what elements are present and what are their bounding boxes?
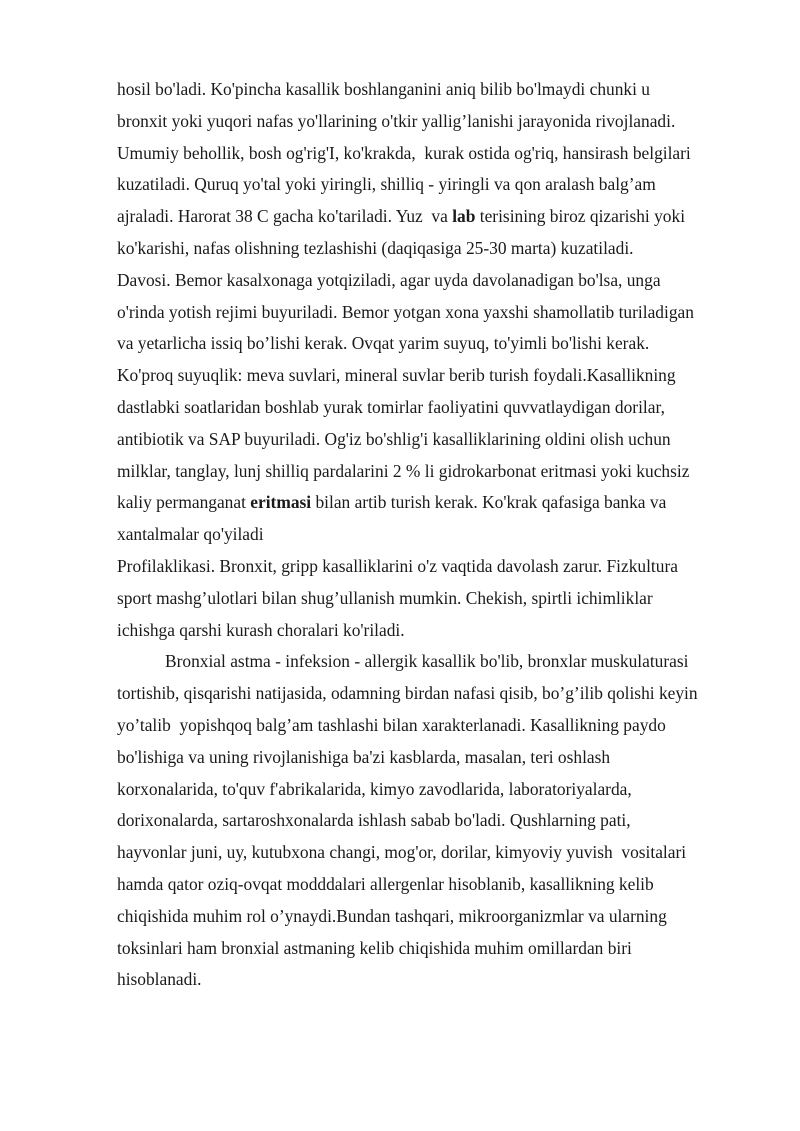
text-line: yo’talib yopishqoq balg’am tashlashi bilan xarakterlanadi. Kasallikning paydo (117, 714, 666, 735)
text-line: antibiotik va SAP buyuriladi. Og'iz bo'shlig'i kasalliklarining oldini olish uchun (117, 428, 671, 449)
text-line: va yetarlicha issiq bo’lishi kerak. Ovqat yarim suyuq, to'yimli bo'lishi kerak. (117, 333, 650, 354)
text-line: hamda qator oziq-ovqat modddalari allergenlar hisoblanib, kasallikning kelib (117, 873, 654, 894)
text-line (117, 201, 757, 233)
text-line (117, 487, 757, 519)
text-segment: ajraladi. Harorat 38 C gacha ko'tariladi. Yuz va (117, 206, 453, 227)
text-segment: terisining biroz qizarishi yoki (475, 206, 686, 227)
text-line: chiqishida muhim rol o’ynaydi.Bundan tashqari, mikroorganizmlar va ularning (117, 905, 667, 926)
text-line: hisoblanadi. (117, 969, 202, 990)
text-line: dorixonalarda, sartaroshxonalarda ishlash sabab bo'ladi. Qushlarning pati, (117, 810, 631, 831)
text-line: bronxit yoki yuqori nafas yo'llarining o'tkir yallig’lanishi jarayonida rivojlanadi. (117, 110, 676, 131)
text-line: tortishib, qisqarishi natijasida, odamning birdan nafasi qisib, bo’g’ilib qolishi keyin (117, 683, 698, 704)
text-segment: bilan artib turish kerak. Ko'krak qafasiga banka va (311, 492, 667, 513)
paragraph-start-line: Bronxial astma - infeksion - allergik kasallik bo'lib, bronxlar muskulaturasi (165, 651, 689, 672)
text-line: ichishga qarshi kurash choralari ko'riladi. (117, 619, 405, 640)
text-line: bo'lishiga va uning rivojlanishiga ba'zi kasblarda, masalan, teri oshlash (117, 746, 611, 767)
text-line: hayvonlar juni, uy, kutubxona changi, mog'or, dorilar, kimyoviy yuvish vositalari (117, 842, 687, 863)
text-line: Ko'proq suyuqlik: meva suvlari, mineral suvlar berib turish foydali.Kasallikning (117, 365, 676, 386)
text-line: sport mashg’ulotlari bilan shug’ullanish mumkin. Chekish, spirtli ichimliklar (117, 587, 653, 608)
body-text (117, 74, 757, 996)
text-line: korxonalarida, to'quv f'abrikalarida, kimyo zavodlarida, laboratoriyalarda, (117, 778, 632, 799)
text-line: toksinlari ham bronxial astmaning kelib chiqishida muhim omillardan biri (117, 937, 632, 958)
text-line: dastlabki soatlaridan boshlab yurak tomirlar faoliyatini quvvatlaydigan dorilar, (117, 396, 665, 417)
text-line: Profilaklikasi. Bronxit, gripp kasalliklarini o'z vaqtida davolash zarur. Fizkultura (117, 555, 678, 576)
text-line: hosil bo'ladi. Ko'pincha kasallik boshlanganini aniq bilib bo'lmaydi chunki u (117, 79, 650, 99)
text-line: o'rinda yotish rejimi buyuriladi. Bemor yotgan xona yaxshi shamollatib turiladigan (117, 301, 694, 322)
text-line: Davosi. Bemor kasalxonaga yotqiziladi, agar uyda davolanadigan bo'lsa, unga (117, 269, 661, 290)
text-line: Umumiy behollik, bosh og'rig'I, ko'krakda, kurak ostida og'riq, hansirash belgilari (117, 142, 691, 163)
bold-term-eritmasi: eritmasi (250, 492, 312, 513)
text-segment: kaliy permanganat (117, 492, 251, 513)
text-line: xantalmalar qo'yiladi (117, 524, 264, 545)
bold-term-lab: lab (452, 206, 476, 227)
text-line: ko'karishi, nafas olishning tezlashishi (daqiqasiga 25-30 marta) kuzatiladi. (117, 237, 634, 258)
text-line: milklar, tanglay, lunj shilliq pardalarini 2 % li gidrokarbonat eritmasi yoki kuchsiz (117, 460, 690, 481)
text-line: kuzatiladi. Quruq yo'tal yoki yiringli, shilliq - yiringli va qon aralash balg’am (117, 174, 656, 195)
